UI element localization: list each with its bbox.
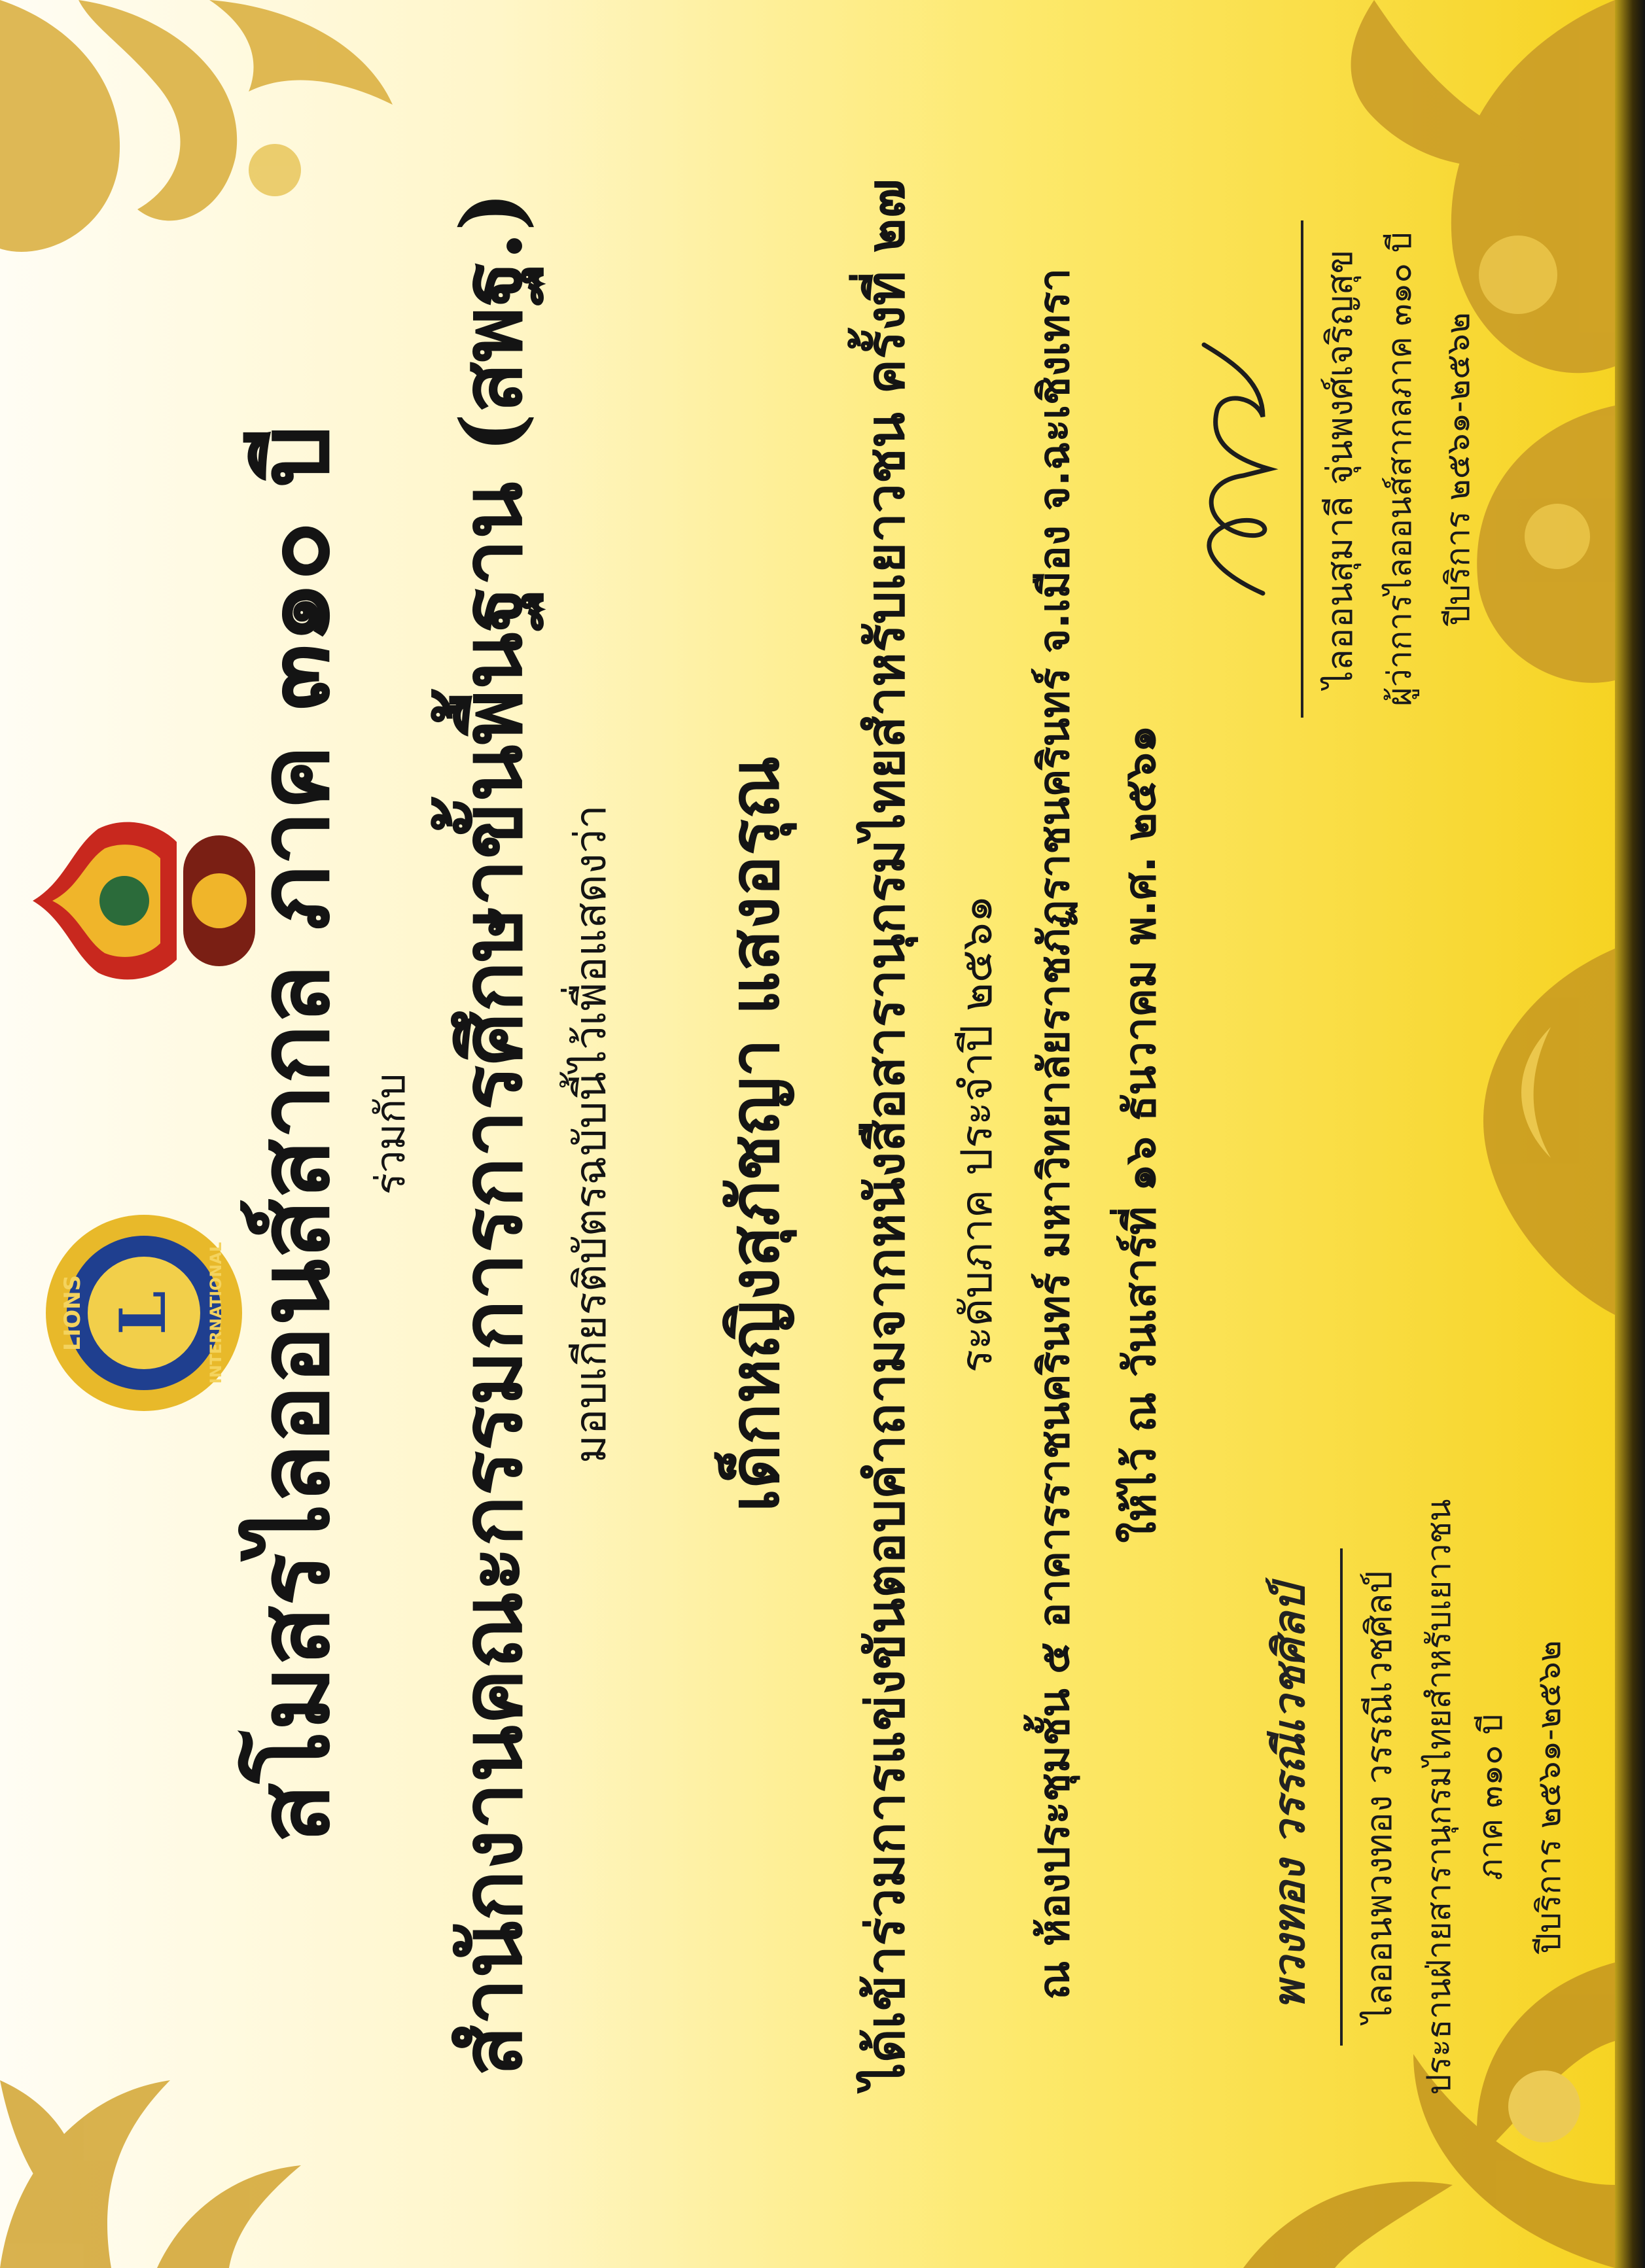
level-line: ระดับภาค ประจำปี ๒๕๖๑	[951, 895, 1002, 1373]
co-organizer: สำนักงานคณะกรรมการการศึกษาขั้นพื้นฐาน (สพฐ.)	[443, 192, 541, 2076]
recipient-name: เด็กหญิงสุภัชญา แสงอรุณ	[714, 756, 794, 1512]
award-intro: มอบเกียรติบัตรฉบับนี้ไว้เพื่อแสดงว่า	[565, 805, 616, 1463]
signature-right-name: ไลออนสุมาลี จุ่นพงศ์เจริญสุข	[1319, 249, 1360, 689]
signature-block-right	[1165, 142, 1484, 796]
lions-center-letter: L	[106, 1291, 180, 1335]
signature-left-line	[1340, 1548, 1343, 2046]
joint-word: ร่วมกับ	[366, 1073, 414, 1195]
signature-right-role: ผู้ว่าการไลออนส์สากลภาค ๓๑๐ บี	[1381, 232, 1419, 707]
lions-ring-text-top: LIONS	[60, 1274, 86, 1352]
signature-right-term: ปีบริการ ๒๕๖๑-๒๕๖๒	[1439, 312, 1477, 626]
signature-left-role: ประธานฝ่ายสารานุกรมไทยสำหรับเยาวชน ภาค ๓๑๐ บี	[1420, 1499, 1510, 2095]
certificate-title: สโมสรไลออนส์สากล ภาค ๓๑๐ บี	[236, 425, 351, 1843]
achievement-line: ได้เข้าร่วมการแข่งขันตอบคำถามจากหนังสือสารานุกรมไทยสำหรับเยาวชน ครั้งที่ ๒๗	[855, 179, 916, 2089]
date-line: ให้ไว้ ณ วันเสาร์ที่ ๑๖ ธันวาคม พ.ศ. ๒๕๖๑	[1115, 725, 1165, 1543]
signature-left-handwritten: พวงทอง วรรณีเวชศิลป์	[1264, 1584, 1315, 2010]
signature-block-left	[1243, 1470, 1575, 2124]
signature-left-name: ไลออนพวงทอง วรรณีเวชศิลป์	[1358, 1571, 1400, 2023]
lions-ring-text-bottom: INTERNATIONAL	[207, 1242, 225, 1384]
signature-left-term: ปีบริการ ๒๕๖๑-๒๕๖๒	[1530, 1640, 1568, 1954]
signature-right-handwritten	[1165, 332, 1296, 606]
signature-right-line	[1301, 220, 1303, 718]
venue-line: ณ ห้องประชุมชั้น ๕ อาคารราชนครินทร์ มหาวิทยาลัยราชภัฏราชนครินทร์ จ.เมือง จ.ฉะเชิงเทรา	[1031, 268, 1079, 2000]
